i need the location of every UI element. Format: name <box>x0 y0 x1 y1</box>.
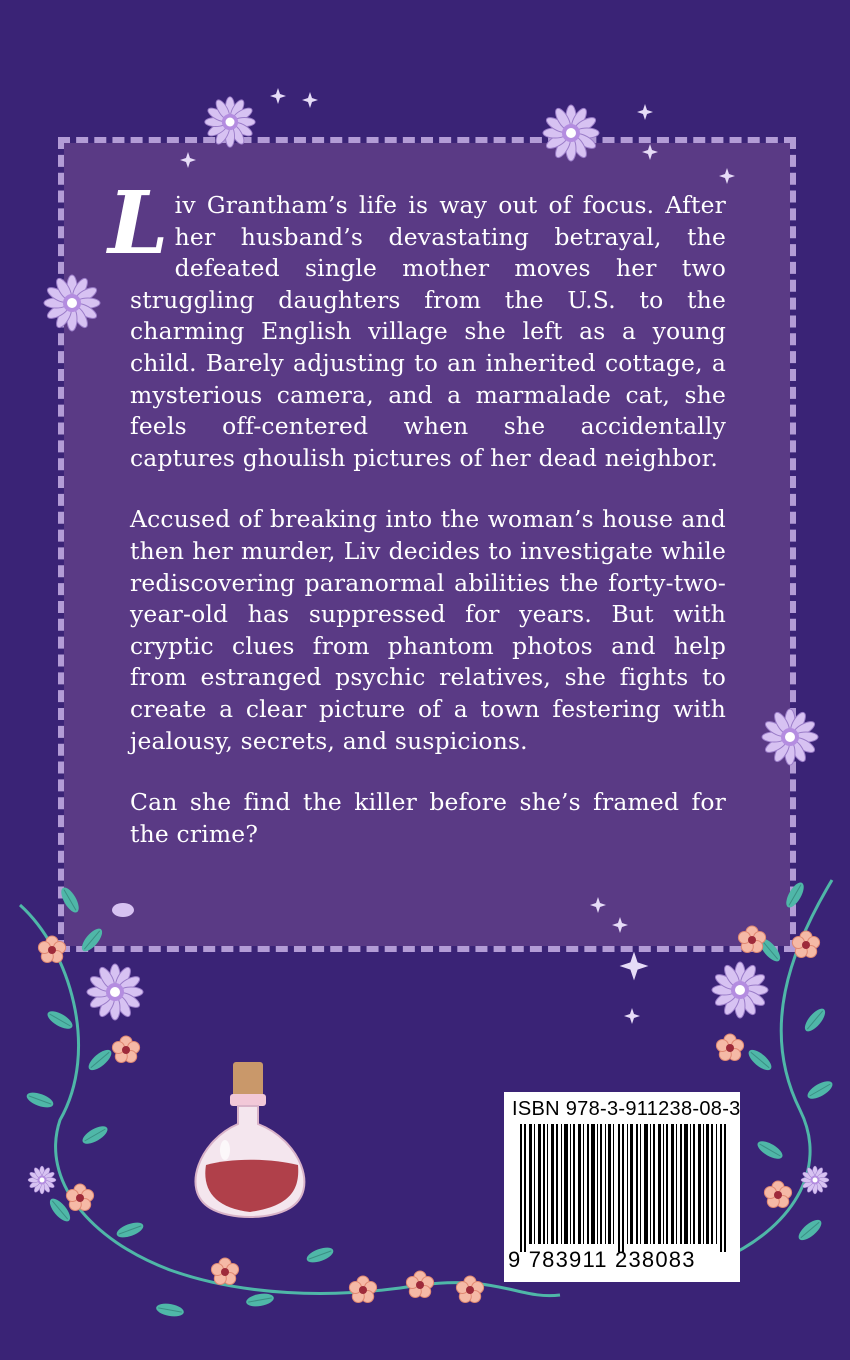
barcode-icon <box>520 1124 732 1252</box>
blurb-paragraph-3: Can she find the killer before she’s framed for the crime? <box>130 788 726 848</box>
isbn-barcode <box>504 1092 740 1282</box>
blurb-paragraph-2: Accused of breaking into the woman’s house and then her murder, Liv decides to investigate while rediscovering paranormal abilities the forty-two-year-old has suppressed for years. But with cryptic clues from phantom photos and help from estranged psychic relatives, she fights to create a clear picture of a town festering with jealousy, secrets, and suspicions. <box>130 505 726 755</box>
blurb-paragraph-1 <box>108 173 726 474</box>
potion-bottle-icon <box>195 1062 304 1217</box>
blurb-text <box>108 173 726 880</box>
isbn-label: ISBN 978-3-911238-08-3 <box>512 1098 741 1120</box>
isbn-digits: 9 783911 238083 <box>508 1247 696 1272</box>
blurb-paragraph-1-text: iv Grantham’s life is way out of focus. After her husband’s devastating betrayal, the defeated single mother moves her two struggling daughters from the U.S. to the charming English village she left as a young child. Barely adjusting to an inherited cottage, a mysterious camera, and a marmalade cat, she feels off-centered when she accidentally captures ghoulish pictures of her dead neighbor. <box>130 191 726 472</box>
drop-cap-letter: L <box>108 173 169 274</box>
